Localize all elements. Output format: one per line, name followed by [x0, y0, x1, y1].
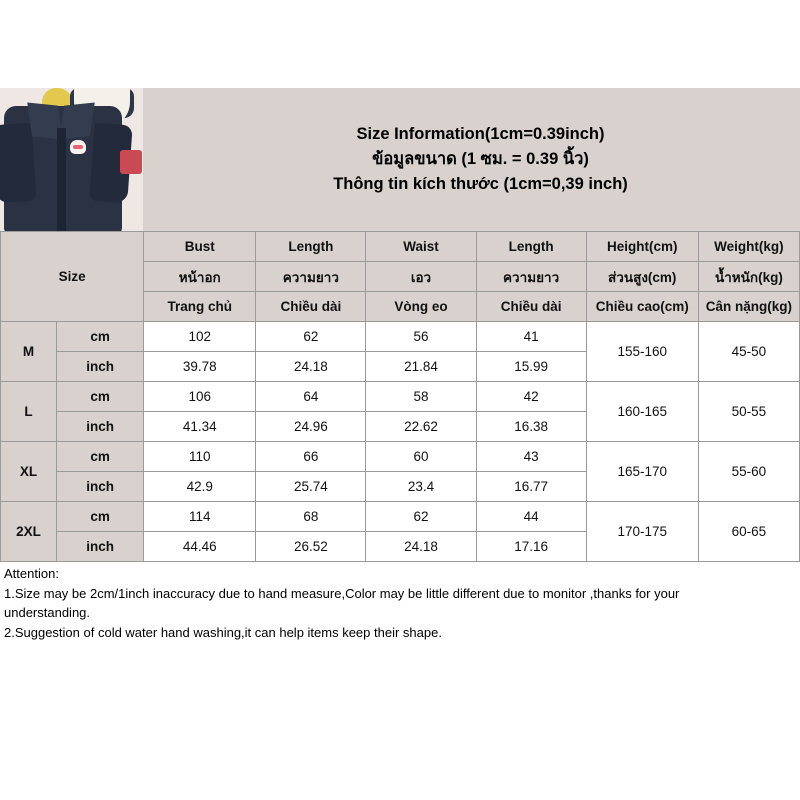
unit-cell-cm: cm	[57, 322, 144, 352]
header-band	[0, 88, 800, 231]
cell-m-cm-length2: 41	[476, 322, 586, 352]
cell-2xl-height: 170-175	[586, 502, 698, 562]
cell-xl-cm-length2: 43	[476, 442, 586, 472]
cell-l-cm-bust: 106	[144, 382, 256, 412]
header-length1-vi: Chiều dài	[256, 292, 366, 322]
header-height-th: ส่วนสูง(cm)	[586, 262, 698, 292]
unit-cell-inch: inch	[57, 352, 144, 382]
header-length2-en: Length	[476, 232, 586, 262]
table-header-row-en	[1, 232, 800, 262]
cell-xl-cm-bust: 110	[144, 442, 256, 472]
cell-xl-cm-length1: 66	[256, 442, 366, 472]
title-line-en: Size Information(1cm=0.39inch)	[356, 125, 605, 143]
cell-m-cm-bust: 102	[144, 322, 256, 352]
header-weight-en: Weight(kg)	[698, 232, 799, 262]
table-row	[1, 442, 800, 472]
product-photo	[0, 88, 143, 231]
cell-xl-height: 165-170	[586, 442, 698, 502]
cell-m-inch-length2: 15.99	[476, 352, 586, 382]
header-bust-vi: Trang chủ	[144, 292, 256, 322]
cell-m-inch-length1: 24.18	[256, 352, 366, 382]
placket-shape	[57, 128, 66, 231]
unit-cell-inch: inch	[57, 472, 144, 502]
cell-xl-inch-length1: 25.74	[256, 472, 366, 502]
size-cell-m: M	[1, 322, 57, 382]
unit-cell-inch: inch	[57, 412, 144, 442]
size-column-header: Size	[1, 232, 144, 322]
header-waist-en: Waist	[366, 232, 476, 262]
header-bust-th: หน้าอก	[144, 262, 256, 292]
cell-l-inch-length1: 24.96	[256, 412, 366, 442]
title-line-th: ข้อมูลขนาด (1 ซม. = 0.39 นิ้ว)	[372, 150, 589, 168]
header-length1-en: Length	[256, 232, 366, 262]
header-length2-th: ความยาว	[476, 262, 586, 292]
header-waist-vi: Vòng eo	[366, 292, 476, 322]
cell-l-height: 160-165	[586, 382, 698, 442]
cell-m-cm-length1: 62	[256, 322, 366, 352]
cell-2xl-inch-bust: 44.46	[144, 532, 256, 562]
size-table	[0, 231, 800, 562]
chest-badge-shape	[70, 140, 86, 154]
cell-m-cm-waist: 56	[366, 322, 476, 352]
cell-2xl-cm-bust: 114	[144, 502, 256, 532]
unit-cell-cm: cm	[57, 442, 144, 472]
table-row	[1, 382, 800, 412]
cell-l-weight: 50-55	[698, 382, 799, 442]
cell-2xl-cm-waist: 62	[366, 502, 476, 532]
header-height-vi: Chiều cao(cm)	[586, 292, 698, 322]
table-row	[1, 502, 800, 532]
cell-l-inch-waist: 22.62	[366, 412, 476, 442]
header-waist-th: เอว	[366, 262, 476, 292]
attention-line-2: 2.Suggestion of cold water hand washing,it can help items keep their shape.	[4, 624, 442, 640]
attention-heading: Attention:	[4, 566, 59, 581]
cell-l-cm-waist: 58	[366, 382, 476, 412]
cell-2xl-inch-length1: 26.52	[256, 532, 366, 562]
cell-2xl-weight: 60-65	[698, 502, 799, 562]
title-line-vi: Thông tin kích thước (1cm=0,39 inch)	[333, 175, 628, 193]
attention-block	[0, 562, 800, 646]
cell-l-inch-length2: 16.38	[476, 412, 586, 442]
header-length1-th: ความยาว	[256, 262, 366, 292]
attention-line-1-cont: understanding.	[4, 605, 91, 620]
cell-2xl-cm-length1: 68	[256, 502, 366, 532]
cell-l-cm-length2: 42	[476, 382, 586, 412]
size-cell-xl: XL	[1, 442, 57, 502]
cell-2xl-inch-waist: 24.18	[366, 532, 476, 562]
cell-2xl-inch-length2: 17.16	[476, 532, 586, 562]
table-row	[1, 322, 800, 352]
cell-m-inch-waist: 21.84	[366, 352, 476, 382]
header-length2-vi: Chiều dài	[476, 292, 586, 322]
cell-m-height: 155-160	[586, 322, 698, 382]
unit-cell-cm: cm	[57, 502, 144, 532]
cell-m-inch-bust: 39.78	[144, 352, 256, 382]
cell-xl-cm-waist: 60	[366, 442, 476, 472]
size-cell-l: L	[1, 382, 57, 442]
header-weight-vi: Cân nặng(kg)	[698, 292, 799, 322]
attention-line-1: 1.Size may be 2cm/1inch inaccuracy due to hand measure,Color may be little different due to monitor ,thanks for your	[4, 585, 680, 601]
cell-l-inch-bust: 41.34	[144, 412, 256, 442]
unit-cell-inch: inch	[57, 532, 144, 562]
cell-l-cm-length1: 64	[256, 382, 366, 412]
cell-xl-inch-bust: 42.9	[144, 472, 256, 502]
cell-m-weight: 45-50	[698, 322, 799, 382]
hang-tag-shape	[120, 150, 142, 174]
cell-xl-inch-length2: 16.77	[476, 472, 586, 502]
unit-cell-cm: cm	[57, 382, 144, 412]
cell-xl-inch-waist: 23.4	[366, 472, 476, 502]
cell-2xl-cm-length2: 44	[476, 502, 586, 532]
header-weight-th: น้ำหนัก(kg)	[698, 262, 799, 292]
header-height-en: Height(cm)	[586, 232, 698, 262]
cell-xl-weight: 55-60	[698, 442, 799, 502]
size-chart-sheet	[0, 88, 800, 646]
header-bust-en: Bust	[144, 232, 256, 262]
size-cell-2xl: 2XL	[1, 502, 57, 562]
title-block	[143, 88, 800, 231]
